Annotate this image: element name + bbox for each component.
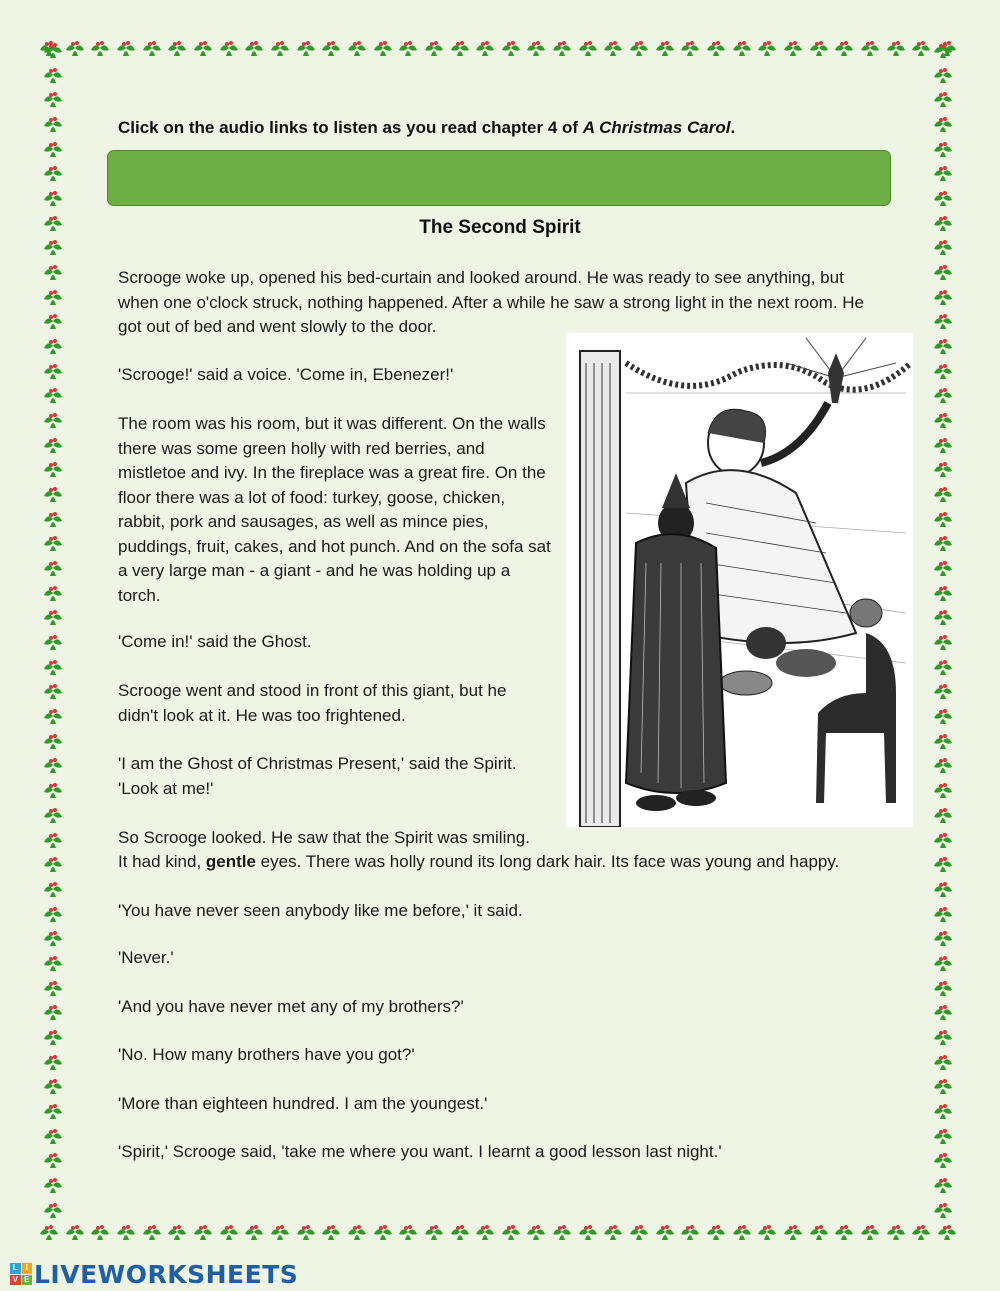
holly-sprig-icon bbox=[42, 361, 64, 381]
holly-sprig-icon bbox=[42, 435, 64, 455]
holly-sprig-icon bbox=[42, 1076, 64, 1096]
holly-sprig-icon bbox=[679, 1222, 701, 1242]
holly-sprig-icon bbox=[42, 410, 64, 430]
holly-sprig-icon bbox=[932, 1076, 954, 1096]
holly-sprig-icon bbox=[372, 38, 394, 58]
audio-player-bar[interactable] bbox=[107, 150, 891, 206]
holly-sprig-icon bbox=[602, 1222, 624, 1242]
paragraph-11: 'No. How many brothers have you got?' bbox=[118, 1045, 415, 1064]
holly-sprig-icon bbox=[42, 89, 64, 109]
holly-sprig-icon bbox=[932, 262, 954, 282]
paragraph-6: 'I am the Ghost of Christmas Present,' said the Spirit. 'Look at me!' bbox=[118, 754, 517, 798]
holly-sprig-icon bbox=[932, 163, 954, 183]
holly-sprig-icon bbox=[474, 1222, 496, 1242]
holly-sprig-icon bbox=[731, 38, 753, 58]
holly-sprig-icon bbox=[295, 38, 317, 58]
holly-sprig-icon bbox=[42, 953, 64, 973]
paragraph-7b bbox=[118, 850, 898, 875]
holly-sprig-icon bbox=[932, 1052, 954, 1072]
holly-sprig-icon bbox=[42, 1002, 64, 1022]
holly-sprig-icon bbox=[42, 237, 64, 257]
holly-sprig-icon bbox=[42, 262, 64, 282]
holly-sprig-icon bbox=[932, 188, 954, 208]
holly-sprig-icon bbox=[932, 1002, 954, 1022]
holly-sprig-icon bbox=[115, 38, 137, 58]
holly-sprig-icon bbox=[731, 1222, 753, 1242]
holly-sprig-icon bbox=[654, 38, 676, 58]
holly-sprig-icon bbox=[218, 38, 240, 58]
holly-sprig-icon bbox=[42, 484, 64, 504]
holly-sprig-icon bbox=[932, 1150, 954, 1170]
holly-sprig-icon bbox=[346, 38, 368, 58]
holly-sprig-icon bbox=[115, 1222, 137, 1242]
holly-sprig-icon bbox=[932, 1027, 954, 1047]
holly-sprig-icon bbox=[756, 1222, 778, 1242]
holly-sprig-icon bbox=[932, 1101, 954, 1121]
holly-sprig-icon bbox=[932, 657, 954, 677]
holly-sprig-icon bbox=[936, 1222, 958, 1242]
holly-sprig-icon bbox=[372, 1222, 394, 1242]
holly-sprig-icon bbox=[577, 1222, 599, 1242]
holly-sprig-icon bbox=[833, 1222, 855, 1242]
holly-sprig-icon bbox=[833, 38, 855, 58]
holly-sprig-icon bbox=[932, 1126, 954, 1146]
holly-sprig-icon bbox=[859, 38, 881, 58]
chapter-title: The Second Spirit bbox=[419, 217, 581, 238]
holly-sprig-icon bbox=[42, 311, 64, 331]
holly-sprig-icon bbox=[141, 38, 163, 58]
paragraph-5: Scrooge went and stood in front of this giant, but he didn't look at it. He was too frightened. bbox=[118, 681, 507, 725]
holly-sprig-icon bbox=[192, 1222, 214, 1242]
holly-sprig-icon bbox=[42, 1101, 64, 1121]
holly-sprig-icon bbox=[932, 139, 954, 159]
holly-sprig-icon bbox=[320, 1222, 342, 1242]
holly-sprig-icon bbox=[449, 38, 471, 58]
holly-sprig-icon bbox=[932, 509, 954, 529]
holly-sprig-icon bbox=[932, 879, 954, 899]
holly-sprig-icon bbox=[705, 1222, 727, 1242]
holly-sprig-icon bbox=[42, 163, 64, 183]
holly-sprig-icon bbox=[932, 632, 954, 652]
holly-sprig-icon bbox=[42, 805, 64, 825]
holly-border-top bbox=[38, 38, 958, 60]
paragraph-8: 'You have never seen anybody like me before,' it said. bbox=[118, 901, 523, 920]
holly-sprig-icon bbox=[525, 38, 547, 58]
holly-sprig-icon bbox=[551, 38, 573, 58]
holly-sprig-icon bbox=[243, 38, 265, 58]
holly-sprig-icon bbox=[42, 681, 64, 701]
logo-mark-v: V bbox=[10, 1275, 21, 1286]
holly-sprig-icon bbox=[859, 1222, 881, 1242]
holly-sprig-icon bbox=[42, 879, 64, 899]
holly-sprig-icon bbox=[628, 38, 650, 58]
holly-sprig-icon bbox=[577, 38, 599, 58]
holly-sprig-icon bbox=[932, 706, 954, 726]
holly-sprig-icon bbox=[932, 854, 954, 874]
holly-sprig-icon bbox=[166, 1222, 188, 1242]
holly-sprig-icon bbox=[42, 65, 64, 85]
logo-mark-i: I bbox=[22, 1263, 33, 1274]
holly-sprig-icon bbox=[932, 237, 954, 257]
holly-sprig-icon bbox=[756, 38, 778, 58]
holly-sprig-icon bbox=[89, 1222, 111, 1242]
holly-sprig-icon bbox=[42, 854, 64, 874]
holly-sprig-icon bbox=[42, 40, 64, 60]
holly-sprig-icon bbox=[932, 311, 954, 331]
holly-sprig-icon bbox=[42, 583, 64, 603]
holly-sprig-icon bbox=[932, 780, 954, 800]
holly-sprig-icon bbox=[449, 1222, 471, 1242]
holly-sprig-icon bbox=[42, 533, 64, 553]
holly-sprig-icon bbox=[932, 361, 954, 381]
instructions-suffix: . bbox=[730, 118, 736, 137]
paragraph-2: 'Scrooge!' said a voice. 'Come in, Ebenezer!' bbox=[118, 365, 454, 384]
holly-sprig-icon bbox=[932, 114, 954, 134]
p7b-pre: It had kind, bbox=[118, 852, 206, 871]
paragraph-7a: So Scrooge looked. He saw that the Spirit was smiling. bbox=[118, 828, 530, 847]
holly-sprig-icon bbox=[932, 607, 954, 627]
liveworksheets-logo[interactable] bbox=[10, 1261, 298, 1287]
holly-sprig-icon bbox=[932, 410, 954, 430]
holly-sprig-icon bbox=[320, 38, 342, 58]
holly-sprig-icon bbox=[42, 978, 64, 998]
holly-sprig-icon bbox=[932, 953, 954, 973]
book-title: A Christmas Carol bbox=[582, 118, 731, 137]
holly-sprig-icon bbox=[932, 904, 954, 924]
holly-sprig-icon bbox=[192, 38, 214, 58]
holly-sprig-icon bbox=[932, 89, 954, 109]
logo-mark-icon bbox=[10, 1263, 32, 1285]
holly-sprig-icon bbox=[932, 755, 954, 775]
logo-mark-l: L bbox=[10, 1263, 21, 1274]
holly-sprig-icon bbox=[932, 65, 954, 85]
holly-sprig-icon bbox=[808, 38, 830, 58]
holly-sprig-icon bbox=[42, 114, 64, 134]
holly-sprig-icon bbox=[500, 1222, 522, 1242]
illustration-ghost-of-christmas-present bbox=[566, 333, 913, 827]
holly-sprig-icon bbox=[932, 533, 954, 553]
holly-sprig-icon bbox=[42, 509, 64, 529]
holly-sprig-icon bbox=[42, 830, 64, 850]
holly-sprig-icon bbox=[910, 1222, 932, 1242]
holly-sprig-icon bbox=[932, 40, 954, 60]
holly-sprig-icon bbox=[782, 1222, 804, 1242]
logo-mark-e: E bbox=[22, 1275, 33, 1286]
holly-sprig-icon bbox=[932, 1175, 954, 1195]
holly-sprig-icon bbox=[42, 336, 64, 356]
holly-sprig-icon bbox=[166, 38, 188, 58]
holly-sprig-icon bbox=[42, 1052, 64, 1072]
holly-sprig-icon bbox=[346, 1222, 368, 1242]
holly-sprig-icon bbox=[932, 681, 954, 701]
holly-sprig-icon bbox=[64, 1222, 86, 1242]
holly-sprig-icon bbox=[932, 978, 954, 998]
holly-sprig-icon bbox=[64, 38, 86, 58]
holly-sprig-icon bbox=[910, 38, 932, 58]
holly-sprig-icon bbox=[42, 780, 64, 800]
holly-sprig-icon bbox=[42, 1200, 64, 1220]
holly-sprig-icon bbox=[89, 38, 111, 58]
paragraph-4: 'Come in!' said the Ghost. bbox=[118, 632, 312, 651]
holly-sprig-icon bbox=[42, 755, 64, 775]
holly-sprig-icon bbox=[42, 188, 64, 208]
paragraph-12: 'More than eighteen hundred. I am the youngest.' bbox=[118, 1094, 488, 1113]
holly-sprig-icon bbox=[932, 830, 954, 850]
holly-sprig-icon bbox=[500, 38, 522, 58]
holly-sprig-icon bbox=[932, 928, 954, 948]
holly-sprig-icon bbox=[932, 385, 954, 405]
holly-sprig-icon bbox=[42, 1150, 64, 1170]
holly-sprig-icon bbox=[295, 1222, 317, 1242]
holly-sprig-icon bbox=[885, 1222, 907, 1242]
paragraph-13: 'Spirit,' Scrooge said, 'take me where you want. I learnt a good lesson last night.' bbox=[118, 1142, 722, 1161]
holly-sprig-icon bbox=[218, 1222, 240, 1242]
holly-sprig-icon bbox=[628, 1222, 650, 1242]
logo-text: LIVEWORKSHEETS bbox=[34, 1259, 299, 1289]
vocab-word-gentle: gentle bbox=[205, 852, 256, 871]
paragraph-10: 'And you have never met any of my brothers?' bbox=[118, 997, 464, 1016]
p7b-post: eyes. There was holly round its long dark hair. Its face was young and happy. bbox=[255, 852, 840, 871]
holly-sprig-icon bbox=[397, 1222, 419, 1242]
holly-sprig-icon bbox=[932, 1200, 954, 1220]
holly-sprig-icon bbox=[269, 38, 291, 58]
holly-sprig-icon bbox=[782, 38, 804, 58]
holly-sprig-icon bbox=[602, 38, 624, 58]
holly-sprig-icon bbox=[423, 38, 445, 58]
holly-sprig-icon bbox=[42, 459, 64, 479]
holly-sprig-icon bbox=[269, 1222, 291, 1242]
holly-sprig-icon bbox=[654, 1222, 676, 1242]
holly-sprig-icon bbox=[42, 904, 64, 924]
holly-sprig-icon bbox=[932, 484, 954, 504]
holly-sprig-icon bbox=[141, 1222, 163, 1242]
holly-border-bottom bbox=[38, 1222, 958, 1244]
holly-sprig-icon bbox=[423, 1222, 445, 1242]
holly-sprig-icon bbox=[932, 435, 954, 455]
holly-sprig-icon bbox=[525, 1222, 547, 1242]
holly-sprig-icon bbox=[932, 336, 954, 356]
holly-sprig-icon bbox=[243, 1222, 265, 1242]
holly-sprig-icon bbox=[42, 632, 64, 652]
holly-sprig-icon bbox=[932, 583, 954, 603]
holly-sprig-icon bbox=[932, 558, 954, 578]
holly-sprig-icon bbox=[551, 1222, 573, 1242]
holly-sprig-icon bbox=[705, 38, 727, 58]
holly-sprig-icon bbox=[932, 805, 954, 825]
holly-sprig-icon bbox=[42, 731, 64, 751]
holly-sprig-icon bbox=[38, 1222, 60, 1242]
instructions-text: Click on the audio links to listen as you read chapter 4 of bbox=[118, 118, 583, 137]
holly-sprig-icon bbox=[42, 385, 64, 405]
paragraph-1: Scrooge woke up, opened his bed-curtain and looked around. He was ready to see anything, but when one o'clock struck, nothing happened. After a while he saw a strong light in the next room. He got out of bed and went slowly to the door. bbox=[118, 268, 865, 336]
holly-sprig-icon bbox=[42, 1027, 64, 1047]
holly-sprig-icon bbox=[885, 38, 907, 58]
holly-sprig-icon bbox=[679, 38, 701, 58]
holly-sprig-icon bbox=[932, 731, 954, 751]
holly-sprig-icon bbox=[42, 558, 64, 578]
paragraph-9: 'Never.' bbox=[118, 948, 174, 967]
holly-sprig-icon bbox=[42, 139, 64, 159]
holly-sprig-icon bbox=[397, 38, 419, 58]
holly-sprig-icon bbox=[474, 38, 496, 58]
paragraph-3: The room was his room, but it was different. On the walls there was some green holly with red berries, and mistletoe and ivy. In the fireplace was a great fire. On the floor there was a lot of food: turkey, goose, chicken, rabbit, pork and sausages, as well as mince pies, puddings, fruit, cakes, and hot punch. And on the sofa sat a very large man - a giant - and he was holding up a torch. bbox=[118, 414, 551, 605]
holly-sprig-icon bbox=[42, 1126, 64, 1146]
holly-sprig-icon bbox=[42, 607, 64, 627]
instructions bbox=[118, 118, 878, 138]
holly-sprig-icon bbox=[808, 1222, 830, 1242]
holly-sprig-icon bbox=[42, 657, 64, 677]
holly-sprig-icon bbox=[932, 287, 954, 307]
holly-sprig-icon bbox=[42, 1175, 64, 1195]
holly-sprig-icon bbox=[932, 459, 954, 479]
holly-sprig-icon bbox=[42, 287, 64, 307]
holly-sprig-icon bbox=[42, 928, 64, 948]
holly-sprig-icon bbox=[42, 706, 64, 726]
